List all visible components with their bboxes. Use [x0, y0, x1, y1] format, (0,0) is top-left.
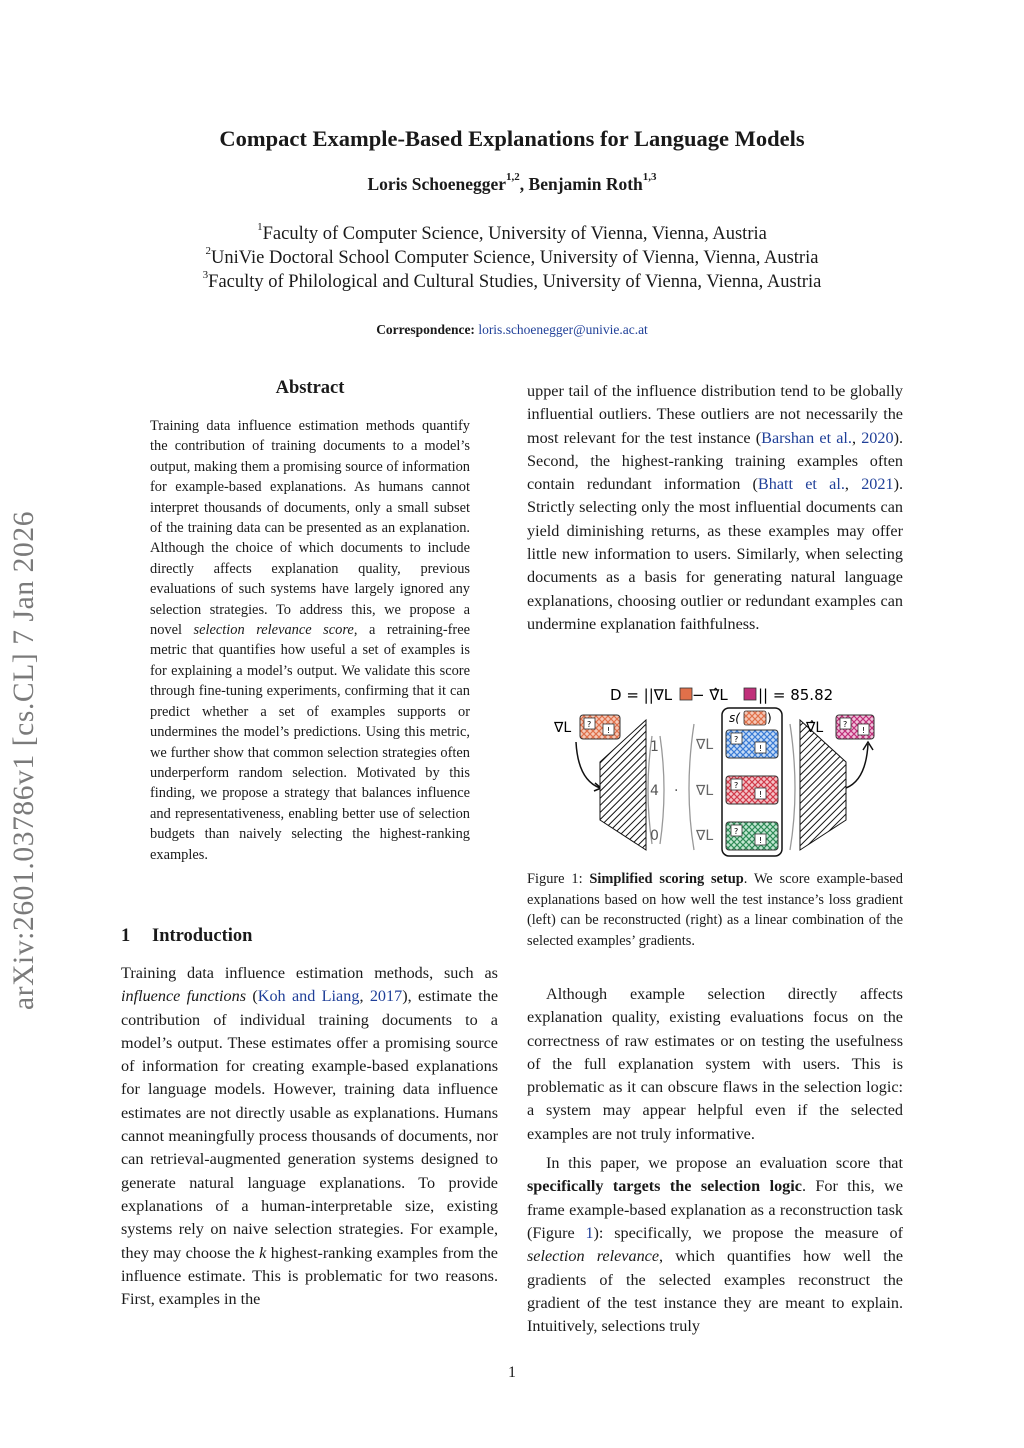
abstract-body: [150, 416, 470, 865]
right-text-3: ). Second, the highest-ranking training examples often contain redundant information (: [527, 428, 903, 494]
row-2-gradient: ∇L: [696, 783, 714, 799]
intro-text-1: Training data influence estimation methods, such as: [121, 964, 498, 982]
correspondence: [0, 322, 1024, 338]
formula-value: || = 85.82: [758, 686, 834, 704]
affiliation-3: [0, 269, 1024, 293]
author-2-affil: 1,3: [642, 171, 657, 183]
author-1: Loris Schoenegger: [367, 174, 507, 194]
citation-barshan-year[interactable]: 2020: [861, 428, 894, 447]
affiliation-2-text: UniVie Doctoral School Computer Science, University of Vienna, Vienna, Austria: [211, 248, 819, 268]
test-doc-question-mark: ?: [587, 720, 592, 729]
abstract-text-2: , a retraining-free metric that quantifies how useful a set of examples is for explaining a model’s output. We validate this score through fine-tuning experiments, confirming that it can predict whether a set of examples supports or undermines the model’s predictions. Using this metric, we further show that common selection strategies often underperform random selection. Motivated by this finding, we propose a strategy that balances influence and representativeness, enabling better use of selection budgets than naively selecting the highest-ranking examples.: [150, 622, 470, 863]
row-3-gradient: ∇L: [696, 828, 714, 844]
example-3-exclamation: !: [759, 836, 763, 845]
citation-koh-liang-year[interactable]: 2017: [369, 987, 403, 1006]
example-3-question-mark: ?: [734, 827, 739, 836]
p2-bold: specifically targets the selection logic: [527, 1177, 802, 1196]
author-separator: ,: [519, 174, 529, 194]
caption-bold: Simplified scoring setup: [589, 871, 744, 887]
dot-product: ·: [674, 783, 679, 799]
affiliation-1-sup: 1: [257, 221, 263, 233]
row-1-gradient: ∇L: [696, 737, 714, 753]
left-gradient-label: ∇L: [554, 720, 572, 736]
example-2-question-mark: ?: [734, 781, 739, 790]
email-link[interactable]: loris.schoenegger@univie.ac.at: [478, 322, 648, 337]
p2-text-c: . For this, we frame example-based explanation as a reconstruction task (Figure: [527, 1177, 904, 1242]
selection-s-close: ): [767, 711, 772, 725]
matrix-right-paren: [790, 724, 795, 850]
p2-text-e: , which quantifies how well the gradients of the selected examples reconstruct the gradient of the test instance they are meant to explain. Intuitively, selections truly: [527, 1247, 903, 1336]
right-text-2: ,: [851, 428, 862, 447]
test-instance-swatch: [680, 688, 692, 700]
section-number: 1: [121, 926, 131, 946]
test-doc-exclamation: !: [607, 726, 611, 735]
affiliation-2-sup: 2: [205, 245, 212, 257]
intro-text-4: ), estimate the contribution of individual training documents to a model’s output. These estimates offer a promising source of information for creating example-based explanations for language models. However, training data influence estimates are not directly usable as explanations. Humans cannot meaningfully process thousands of documents, nor can retrieval-augmented generation systems designed to generate natural language explanations. To provide explanations of a human-interpretable size, existing systems rely on naive selection strategies. For example, they may choose the: [121, 987, 499, 1262]
citation-barshan[interactable]: Barshan et al.: [761, 428, 852, 447]
figure-1-diagram: [548, 680, 878, 860]
affiliation-3-sup: 3: [202, 269, 209, 281]
affiliation-1-text: Faculty of Computer Science, University of Vienna, Vienna, Austria: [262, 224, 767, 244]
p2-text-a: In this paper, we propose an evaluation score that: [546, 1154, 903, 1173]
example-1-question-mark: ?: [734, 735, 739, 744]
matrix-left-paren: [689, 724, 694, 850]
citation-bhatt[interactable]: Bhatt et al.: [757, 475, 845, 494]
reconstructed-exclamation: !: [862, 726, 866, 735]
right-arrow: [846, 744, 868, 788]
weights-right-paren: [660, 736, 664, 844]
formula-minus: − ∇̂L: [692, 686, 728, 704]
p2-text-d: ): specifically, we propose the measure of: [593, 1223, 903, 1242]
paper-title: Compact Example-Based Explanations for Language Models: [219, 126, 805, 151]
intro-text-5: highest-ranking examples from the influence estimate. This is problematic for two reasons. First, examples in the: [121, 1243, 498, 1309]
right-gradient-label: ∇̂L: [806, 720, 824, 736]
selection-test-doc: [744, 711, 766, 725]
section-heading-introduction: [121, 926, 252, 947]
right-text-1: upper tail of the influence distribution tend to be globally influential outliers. These outliers are not necessarily the most relevant for the test instance (: [527, 382, 903, 447]
example-1-exclamation: !: [759, 744, 763, 753]
author-2: Benjamin Roth: [528, 174, 643, 194]
intro-emphasis: influence functions: [121, 987, 247, 1006]
right-column-paragraph-1: [527, 380, 903, 636]
author-1-affil: 1,2: [506, 171, 520, 183]
figure-1-caption: [527, 869, 903, 951]
page-number: 1: [508, 1364, 516, 1381]
example-2-exclamation: !: [759, 790, 763, 799]
paragraph-example-selection: Although example selection directly affects explanation quality, existing evaluations focus on the correctness of raw estimates or on testing the usefulness of the full explanation system with users. This is problematic as it can obscure flaws in the selection logic: a system may appear helpful even if the selected examples are not truly informative.: [527, 985, 903, 1143]
right-column-paragraphs-2: [527, 983, 903, 1344]
p2-emphasis: selection relevance: [527, 1247, 660, 1266]
left-arrow: [576, 742, 600, 788]
affiliation-3-text: Faculty of Philological and Cultural Studies, University of Vienna, Vienna, Austria: [208, 272, 822, 292]
formula-d-label: D = ||∇L: [610, 686, 673, 704]
reconstructed-question-mark: ?: [843, 720, 848, 729]
correspondence-label: Correspondence:: [376, 322, 475, 337]
right-text-5: ). Strictly selecting only the most influential documents can yield diminishing returns, as these examples may offer little new information to users. Similarly, when selecting documents as a basis for generating natural language explanations, choosing outlier or redundant examples can undermine explanation faithfulness.: [527, 475, 904, 633]
weight-3: 0: [650, 828, 659, 844]
citation-bhatt-year[interactable]: 2021: [861, 475, 894, 494]
caption-text: . We score example-based explanations based on how well the test instance’s loss gradient (left) can be reconstructed (right) as a linear combination of the selected examples’ gradients.: [527, 871, 903, 949]
affiliation-1: [0, 221, 1024, 245]
intro-paragraph: [121, 962, 498, 1311]
affiliation-2: [0, 245, 1024, 269]
section-title: Introduction: [152, 926, 253, 946]
intro-text-2: (: [246, 987, 258, 1006]
weight-1: 1: [650, 739, 659, 755]
paragraph-in-this-paper: [527, 1152, 903, 1338]
citation-koh-liang[interactable]: Koh and Liang: [257, 987, 360, 1006]
right-text-4: ,: [844, 475, 862, 494]
author-list: [0, 171, 1024, 195]
abstract-heading: Abstract: [275, 378, 345, 398]
selection-s-label: s(: [729, 711, 740, 725]
intro-k-variable: k: [259, 1243, 267, 1262]
caption-label: Figure 1:: [527, 871, 590, 887]
abstract-emphasis: selection relevance score: [193, 622, 354, 639]
arxiv-watermark: arXiv:2601.03786v1 [cs.CL] 7 Jan 2026: [8, 510, 40, 1010]
abstract-text-1: Training data influence estimation methods quantify the contribution of training documents to a model’s output, making them a promising source of information for example-based explanations. As humans cannot interpret thousands of documents, only a small subset of the training data can be presented as an explanation. Although the choice of which documents to include directly affects explanation quality, previous evaluations of such systems have largely ignored any selection strategies. To address this, we propose a novel: [150, 418, 470, 639]
weight-2: 4: [650, 783, 659, 799]
figure-1-ref[interactable]: 1: [585, 1223, 594, 1242]
intro-text-3: ,: [359, 987, 370, 1006]
reconstruction-swatch: [744, 688, 756, 700]
